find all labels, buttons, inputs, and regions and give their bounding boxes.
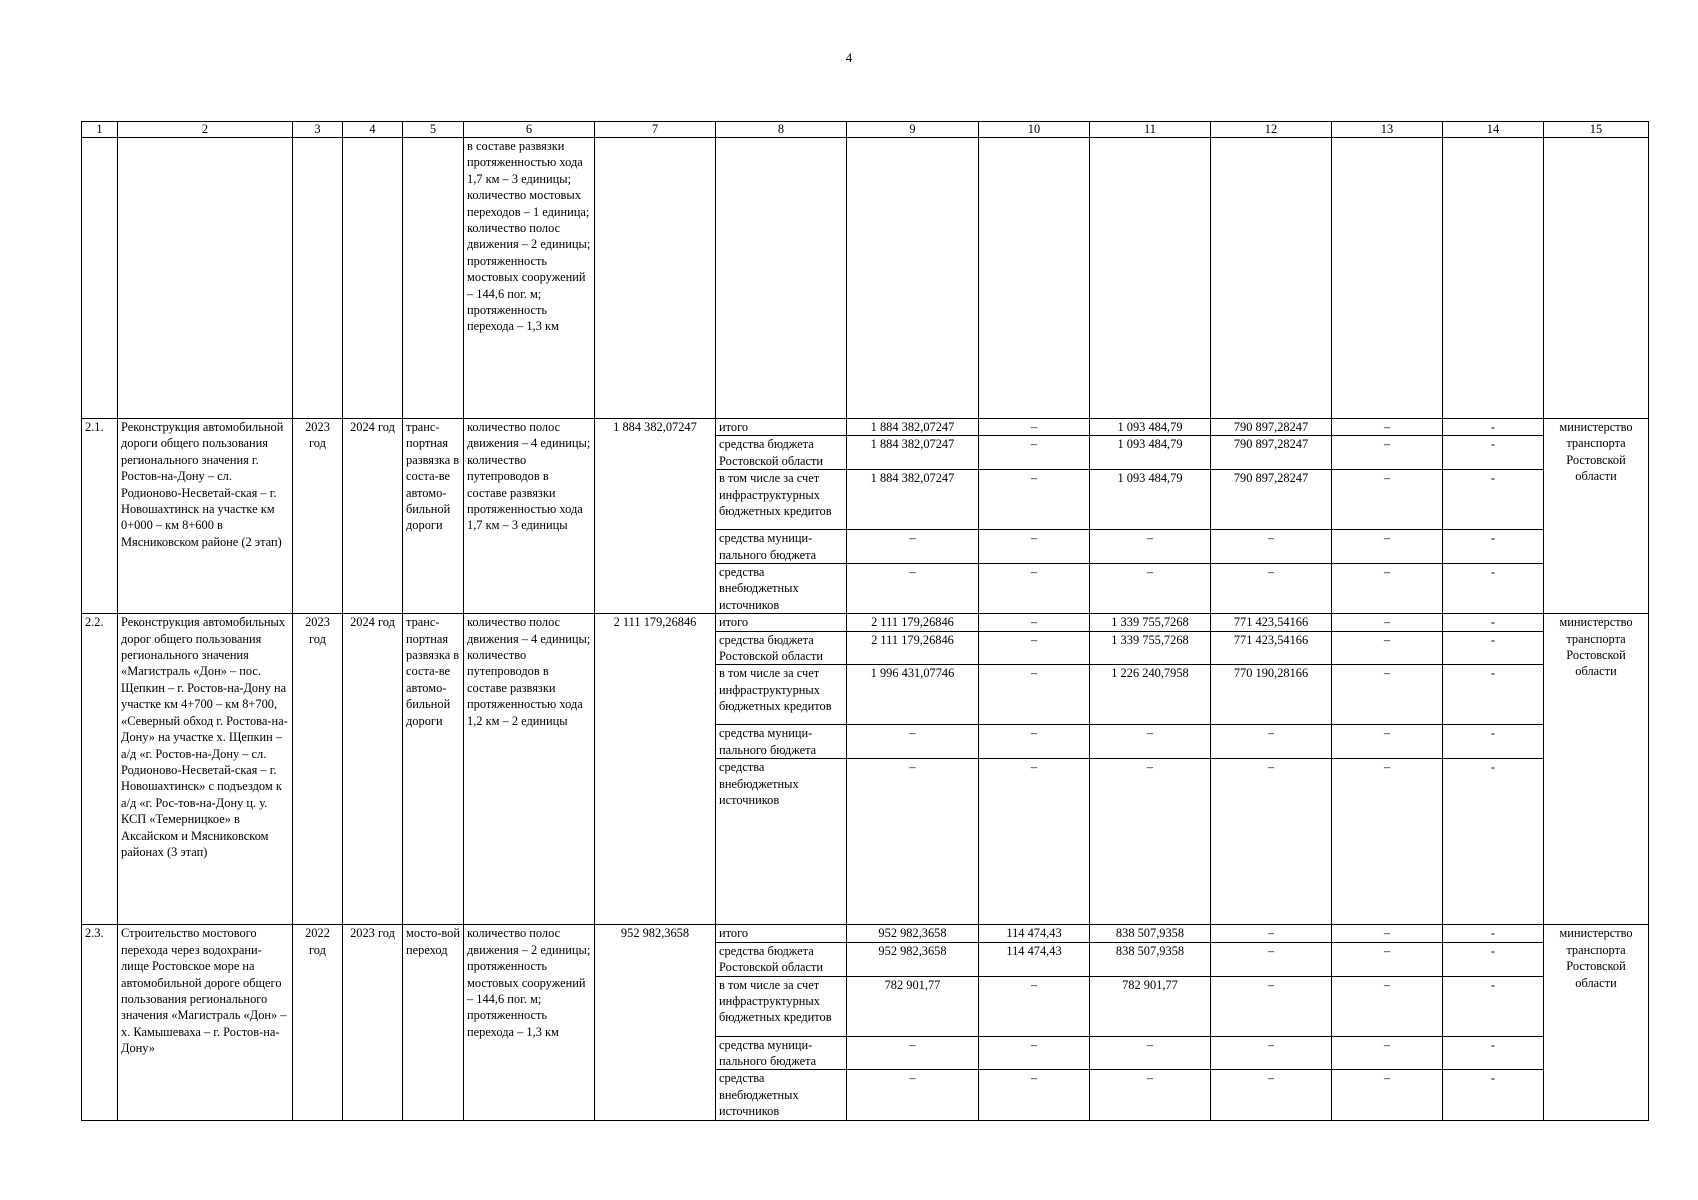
funding-value: - xyxy=(1443,665,1544,725)
funding-value: 790 897,28247 xyxy=(1211,419,1332,436)
col-header: 3 xyxy=(293,122,343,138)
col-header: 6 xyxy=(464,122,595,138)
funding-value: – xyxy=(1332,925,1443,942)
funding-value: 1 339 755,7268 xyxy=(1090,614,1211,631)
funding-source: в том числе за счет инфраструктурных бюджетных кредитов xyxy=(716,976,847,1036)
funding-source: средства муници-пального бюджета xyxy=(716,1036,847,1070)
funding-value: – xyxy=(979,665,1090,725)
project-description: количество полос движения – 4 единицы; количество путепроводов в составе развязки протяженностью хода 1,2 км – 2 единицы xyxy=(464,614,595,925)
funding-value: - xyxy=(1443,1070,1544,1120)
project-description: количество полос движения – 2 единицы; протяженность мостовых сооружений – 144,6 пог. м; протяженность перехода – 1,3 км xyxy=(464,925,595,1120)
responsible-party: министерство транспорта Ростовской области xyxy=(1544,614,1649,925)
funding-value: - xyxy=(1443,614,1544,631)
funding-source: средства муници-пального бюджета xyxy=(716,725,847,759)
funding-value: 1 884 382,07247 xyxy=(847,419,979,436)
funding-value: - xyxy=(1443,976,1544,1036)
continuation-description: в составе развязки протяженностью хода 1,7 км – 3 единицы; количество мостовых переходов – 1 единица; количество полос движения – 2 единицы; протяженность мостовых сооружений – 144,6 пог. м; протяженность перехода – 1,3 км xyxy=(464,138,595,419)
funding-value: - xyxy=(1443,631,1544,665)
funding-value: – xyxy=(1332,1070,1443,1120)
funding-source: средства бюджета Ростовской области xyxy=(716,631,847,665)
funding-value: 1 884 382,07247 xyxy=(847,436,979,470)
funding-value: – xyxy=(847,1070,979,1120)
funding-source: итого xyxy=(716,614,847,631)
funding-value: 838 507,9358 xyxy=(1090,925,1211,942)
funding-value: - xyxy=(1443,725,1544,759)
project-description: количество полос движения – 4 единицы; количество путепроводов в составе развязки протяженностью хода 1,7 км – 3 единицы xyxy=(464,419,595,614)
funding-value: – xyxy=(1211,564,1332,614)
col-header: 9 xyxy=(847,122,979,138)
funding-source: в том числе за счет инфраструктурных бюджетных кредитов xyxy=(716,470,847,530)
funding-value: 782 901,77 xyxy=(1090,976,1211,1036)
funding-value: 952 982,3658 xyxy=(847,925,979,942)
project-start-year: 2023 год xyxy=(293,419,343,614)
funding-value: – xyxy=(1211,925,1332,942)
funding-source: средства внебюджетных источников xyxy=(716,759,847,925)
funding-value: – xyxy=(1332,942,1443,976)
funding-value: 2 111 179,26846 xyxy=(847,614,979,631)
funding-value: – xyxy=(1332,665,1443,725)
funding-value: – xyxy=(1332,976,1443,1036)
funding-value: – xyxy=(1332,725,1443,759)
funding-value: – xyxy=(1211,976,1332,1036)
funding-value: 838 507,9358 xyxy=(1090,942,1211,976)
col-header: 10 xyxy=(979,122,1090,138)
col-header: 11 xyxy=(1090,122,1211,138)
funding-value: – xyxy=(1332,436,1443,470)
funding-value: – xyxy=(979,470,1090,530)
funding-value: – xyxy=(1211,1070,1332,1120)
funding-value: 1 093 484,79 xyxy=(1090,436,1211,470)
funding-value: – xyxy=(979,564,1090,614)
funding-row xyxy=(82,614,1649,631)
funding-value: – xyxy=(979,614,1090,631)
funding-source: средства внебюджетных источников xyxy=(716,564,847,614)
funding-value: 952 982,3658 xyxy=(847,942,979,976)
funding-source: средства бюджета Ростовской области xyxy=(716,942,847,976)
funding-value: – xyxy=(1332,564,1443,614)
funding-value: - xyxy=(1443,436,1544,470)
project-object-type: транс-портная развязка в соста-ве автомо-бильной дороги xyxy=(403,419,464,614)
page-number: 4 xyxy=(845,50,853,65)
funding-value: – xyxy=(1211,725,1332,759)
funding-value: – xyxy=(847,564,979,614)
funding-value: – xyxy=(1332,530,1443,564)
funding-value: - xyxy=(1443,759,1544,925)
project-total-cost: 1 884 382,07247 xyxy=(595,419,716,614)
col-header: 2 xyxy=(118,122,293,138)
col-header: 8 xyxy=(716,122,847,138)
project-number: 2.1. xyxy=(82,419,118,614)
project-start-year: 2023 год xyxy=(293,614,343,925)
col-header: 5 xyxy=(403,122,464,138)
funding-value: 770 190,28166 xyxy=(1211,665,1332,725)
funding-value: – xyxy=(979,419,1090,436)
funding-value: – xyxy=(979,530,1090,564)
funding-value: 1 339 755,7268 xyxy=(1090,631,1211,665)
responsible-party: министерство транспорта Ростовской области xyxy=(1544,925,1649,1120)
project-name: Строительство мостового перехода через водохрани-лище Ростовское море на автомобильной дороге общего пользования регионального значения «Магистраль «Дон» – х. Камышеваха – г. Ростов-на-Дону» xyxy=(118,925,293,1120)
funding-value: 1 093 484,79 xyxy=(1090,470,1211,530)
project-number: 2.3. xyxy=(82,925,118,1120)
column-number-row xyxy=(82,122,1649,138)
funding-value: 790 897,28247 xyxy=(1211,470,1332,530)
funding-value: – xyxy=(1332,614,1443,631)
funding-value: 790 897,28247 xyxy=(1211,436,1332,470)
continuation-row xyxy=(82,138,1649,419)
project-start-year: 2022 год xyxy=(293,925,343,1120)
project-total-cost: 2 111 179,26846 xyxy=(595,614,716,925)
col-header: 15 xyxy=(1544,122,1649,138)
funding-value: 771 423,54166 xyxy=(1211,631,1332,665)
funding-value: - xyxy=(1443,942,1544,976)
funding-value: 782 901,77 xyxy=(847,976,979,1036)
funding-value: - xyxy=(1443,925,1544,942)
project-number: 2.2. xyxy=(82,614,118,925)
col-header: 7 xyxy=(595,122,716,138)
program-table xyxy=(81,121,1649,1121)
funding-value: 771 423,54166 xyxy=(1211,614,1332,631)
funding-source: средства муници-пального бюджета xyxy=(716,530,847,564)
funding-row xyxy=(82,419,1649,436)
funding-value: – xyxy=(979,976,1090,1036)
funding-value: – xyxy=(1090,1036,1211,1070)
responsible-party: министерство транспорта Ростовской области xyxy=(1544,419,1649,614)
funding-value: – xyxy=(847,725,979,759)
funding-value: - xyxy=(1443,419,1544,436)
project-end-year: 2024 год xyxy=(343,614,403,925)
col-header: 14 xyxy=(1443,122,1544,138)
funding-value: 114 474,43 xyxy=(979,942,1090,976)
project-end-year: 2024 год xyxy=(343,419,403,614)
funding-value: 114 474,43 xyxy=(979,925,1090,942)
funding-value: – xyxy=(1090,725,1211,759)
funding-value: – xyxy=(1090,1070,1211,1120)
funding-source: итого xyxy=(716,419,847,436)
project-object-type: транс-портная развязка в соста-ве автомо-бильной дороги xyxy=(403,614,464,925)
funding-value: – xyxy=(1090,564,1211,614)
funding-value: - xyxy=(1443,530,1544,564)
funding-value: – xyxy=(1332,631,1443,665)
funding-value: – xyxy=(1090,530,1211,564)
funding-value: - xyxy=(1443,470,1544,530)
funding-value: – xyxy=(979,631,1090,665)
funding-value: – xyxy=(847,759,979,925)
funding-value: – xyxy=(979,436,1090,470)
funding-row xyxy=(82,925,1649,942)
funding-value: – xyxy=(847,530,979,564)
project-name: Реконструкция автомобильной дороги общего пользования регионального значения г. Ростов-на-Дону – сл. Родионово-Несветай-ская – г. Новошахтинск на участке км 0+000 – км 8+600 в Мясниковском районе (2 этап) xyxy=(118,419,293,614)
funding-value: – xyxy=(1332,1036,1443,1070)
project-total-cost: 952 982,3658 xyxy=(595,925,716,1120)
project-end-year: 2023 год xyxy=(343,925,403,1120)
funding-source: итого xyxy=(716,925,847,942)
funding-value: – xyxy=(1332,419,1443,436)
col-header: 4 xyxy=(343,122,403,138)
funding-value: – xyxy=(979,1070,1090,1120)
funding-source: средства бюджета Ростовской области xyxy=(716,436,847,470)
funding-source: в том числе за счет инфраструктурных бюджетных кредитов xyxy=(716,665,847,725)
funding-value: – xyxy=(1332,470,1443,530)
funding-value: 1 226 240,7958 xyxy=(1090,665,1211,725)
funding-source: средства внебюджетных источников xyxy=(716,1070,847,1120)
funding-value: 1 884 382,07247 xyxy=(847,470,979,530)
funding-value: - xyxy=(1443,564,1544,614)
col-header: 1 xyxy=(82,122,118,138)
funding-value: 1 093 484,79 xyxy=(1090,419,1211,436)
funding-value: – xyxy=(1332,759,1443,925)
project-object-type: мосто-вой переход xyxy=(403,925,464,1120)
funding-value: – xyxy=(1211,759,1332,925)
funding-value: – xyxy=(847,1036,979,1070)
funding-value: – xyxy=(979,725,1090,759)
funding-value: 1 996 431,07746 xyxy=(847,665,979,725)
funding-value: – xyxy=(1090,759,1211,925)
funding-value: – xyxy=(1211,1036,1332,1070)
funding-value: 2 111 179,26846 xyxy=(847,631,979,665)
funding-value: – xyxy=(1211,942,1332,976)
project-name: Реконструкция автомобильных дорог общего пользования регионального значения «Магистраль «Дон» – пос. Щепкин – г. Ростов-на-Дону на участке км 4+700 – км 8+700, «Северный обход г. Ростова-на-Дону» на участке х. Щепкин – а/д «г. Ростов-на-Дону – сл. Родионово-Несветай-ская – г. Новошахтинск» с подъездом к а/д «г. Рос-тов-на-Дону ц. у. КСП «Темерницкое» в Аксайском и Мясниковском районах (3 этап) xyxy=(118,614,293,925)
funding-value: - xyxy=(1443,1036,1544,1070)
funding-value: – xyxy=(1211,530,1332,564)
funding-value: – xyxy=(979,1036,1090,1070)
col-header: 12 xyxy=(1211,122,1332,138)
col-header: 13 xyxy=(1332,122,1443,138)
funding-value: – xyxy=(979,759,1090,925)
